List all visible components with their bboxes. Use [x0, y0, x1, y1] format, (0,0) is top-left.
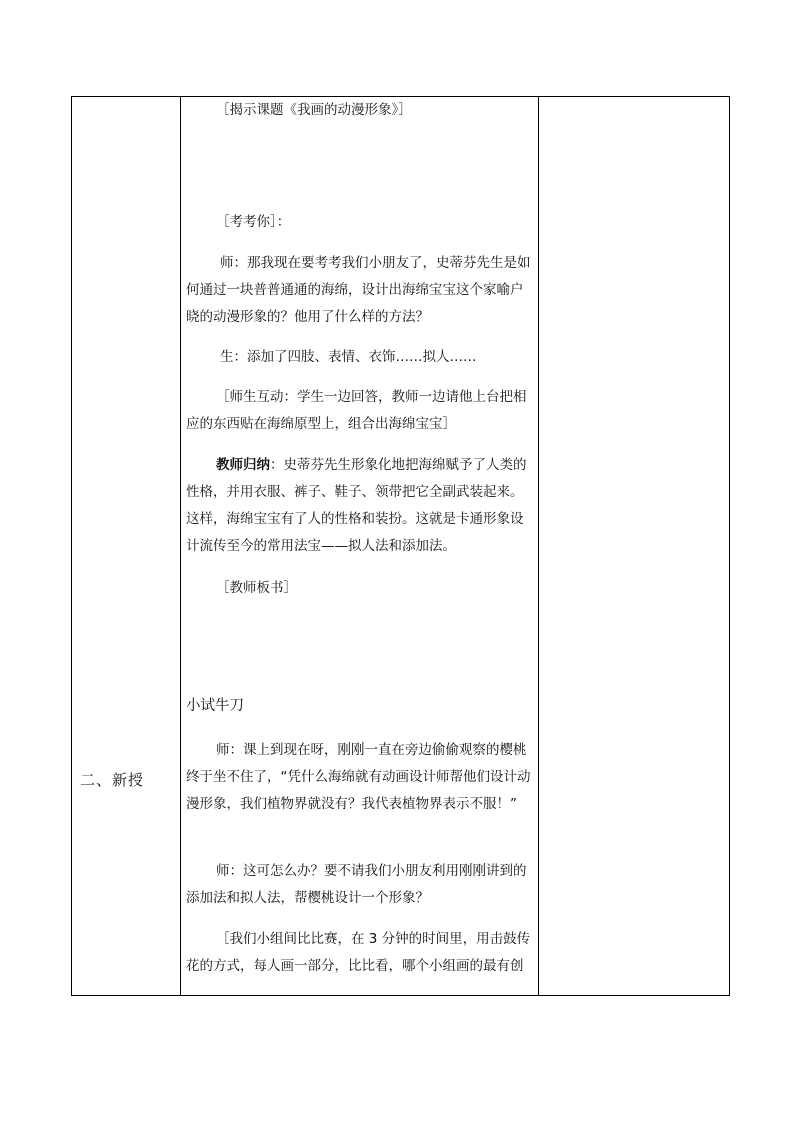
section-heading: 小试牛刀 — [186, 698, 244, 714]
lesson-plan-table — [71, 96, 730, 996]
teacher-question: 师：那我现在要考考我们小朋友了，史蒂芬先生是如何通过一块普普通通的海绵，设计出海绵宝宝这个家喻户晓的动漫形象的？他用了什么样的方法？ — [186, 255, 531, 325]
column-divider-left — [180, 97, 181, 995]
section-label: 二、新授 — [80, 771, 145, 789]
teacher-prompt: 师：这可怎么办？要不请我们小朋友利用刚刚讲到的添加法和拟人法，帮樱桃设计一个形象？ — [186, 863, 527, 906]
group-activity: ［我们小组间比比赛，在 3 分钟的时间里，用击鼓传花的方式，每人画一部分，比比看，哪个小组画的最有创 — [186, 931, 531, 974]
topic-reveal: ［揭示课题《我画的动漫形象》］ — [216, 102, 412, 118]
quiz-heading: ［考考你］： — [216, 214, 291, 230]
summary-text: ：史蒂芬先生形象化地把海绵赋予了人类的性格，并用衣服、裤子、鞋子、领带把它全副武装起来。这样，海绵宝宝有了人的性格和装扮。这就是卡通形象设计流传至今的常用法宝——拟人法和添加法。 — [186, 457, 527, 554]
teacher-summary — [186, 452, 532, 560]
interaction-note: ［师生互动：学生一边回答，教师一边请他上台把相应的东西贴在海绵原型上，组合出海绵宝宝］ — [186, 389, 527, 432]
summary-label: 教师归纳 — [216, 457, 270, 473]
column-divider-right — [538, 97, 539, 995]
student-answer: 生：添加了四肢、表情、衣饰……拟人…… — [220, 349, 477, 365]
board-writing-note: ［教师板书］ — [216, 580, 297, 596]
teacher-story: 师：课上到现在呀，刚刚一直在旁边偷偷观察的樱桃终于坐不住了，“凭什么海绵就有动画设计师帮他们设计动漫形象，我们植物界就没有？我代表植物界表示不服！” — [186, 742, 531, 812]
